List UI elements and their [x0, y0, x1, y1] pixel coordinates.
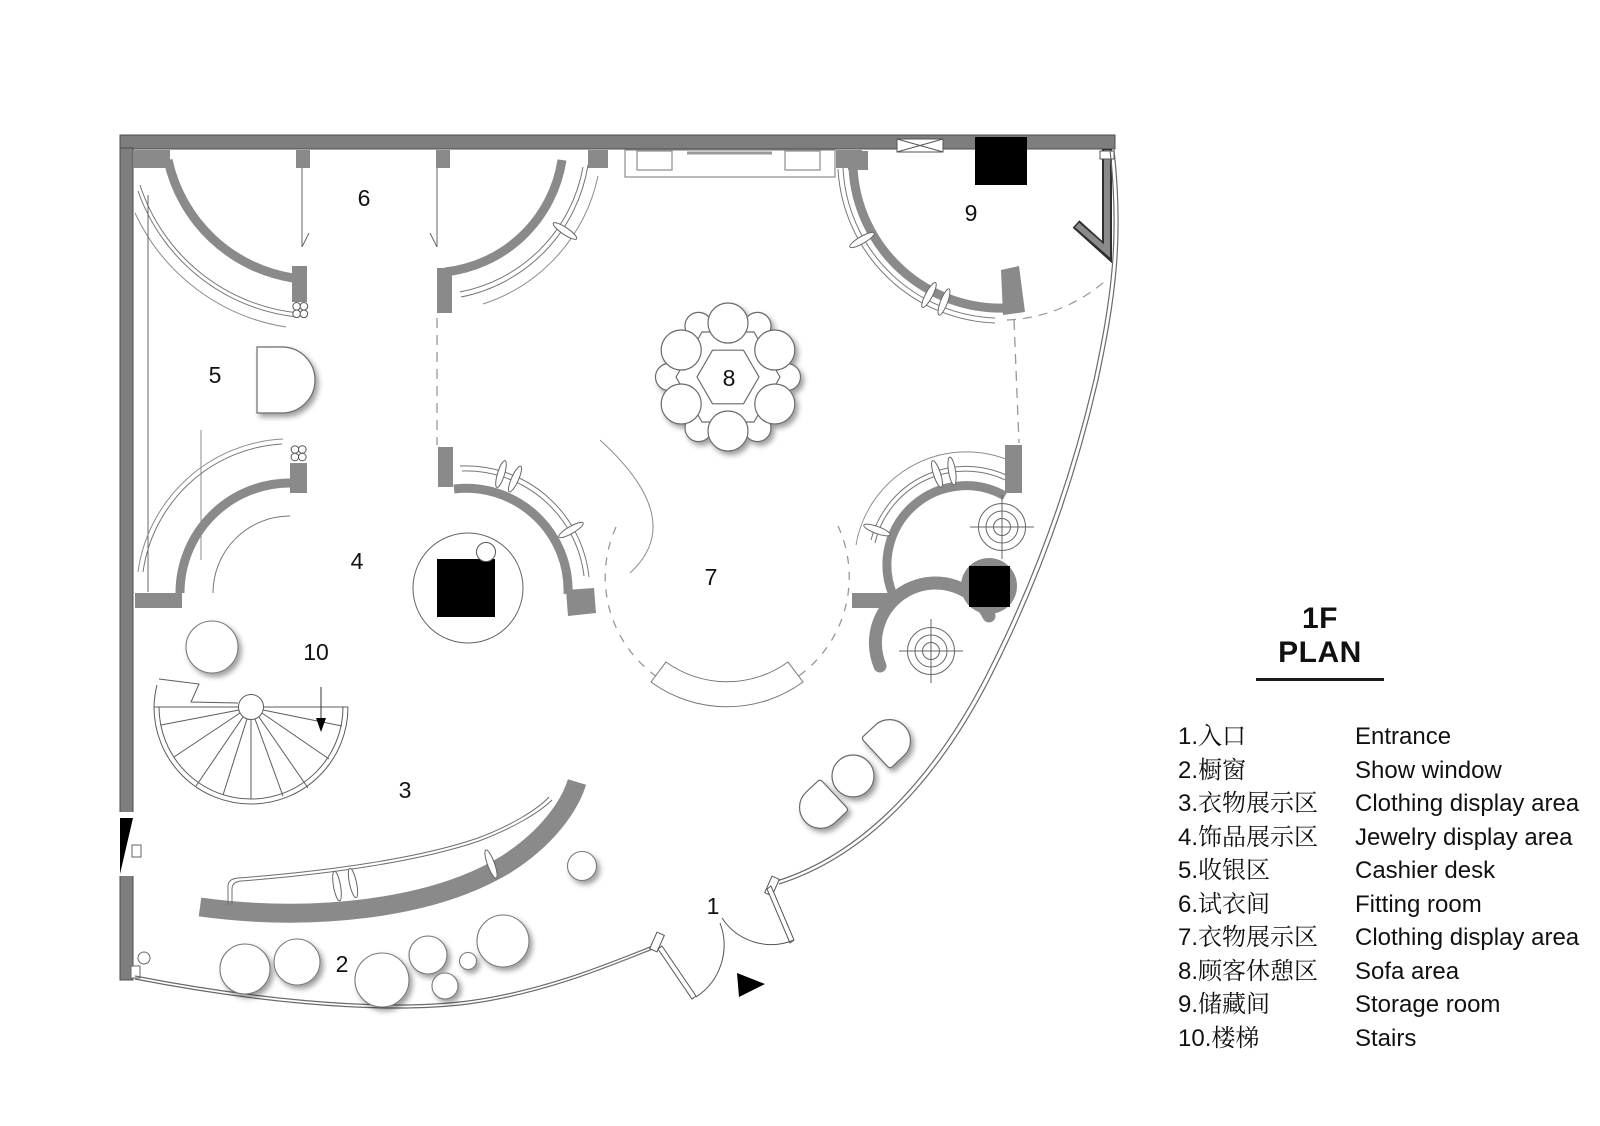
- legend-row: [1178, 921, 1579, 955]
- legend-row: [1178, 988, 1579, 1022]
- plan-label-6: 6: [357, 185, 371, 211]
- door-leaf-right: [767, 886, 794, 943]
- plan-label-9: 9: [964, 200, 978, 226]
- rail-black-unit: [969, 566, 1010, 607]
- round-rack-lower: [899, 619, 963, 683]
- legend-label-en: Jewelry display area: [1355, 823, 1573, 851]
- plan-label-1: 1: [706, 893, 720, 919]
- legend-label-zh: 7.衣物展示区: [1178, 924, 1319, 951]
- s-shaped-rail: [875, 558, 1017, 666]
- stair-treads: [161, 710, 342, 799]
- display-arc-top-left: [135, 160, 308, 327]
- stairs-down-arrow: [316, 687, 326, 732]
- legend: [1178, 720, 1579, 1055]
- legend-label-en: Entrance: [1355, 723, 1452, 750]
- plan-label-3: 3: [398, 777, 412, 803]
- armchair-stool: [832, 755, 874, 797]
- display-arc-mid-left: [135, 439, 307, 608]
- legend-label-en: Clothing display area: [1355, 790, 1580, 817]
- legend-label-en: Storage room: [1355, 991, 1501, 1018]
- legend-row: [1178, 854, 1579, 888]
- legend-label-en: Fitting room: [1355, 890, 1482, 918]
- cashier-desk: [257, 347, 315, 413]
- wall-vent: [897, 139, 943, 152]
- page-title: 1F PLAN: [1256, 602, 1384, 681]
- plan-label-8: 8: [722, 365, 736, 391]
- curved-display-wall: [200, 782, 577, 913]
- plan-label-7: 7: [704, 564, 718, 590]
- legend-row: [1178, 1022, 1579, 1056]
- storage-corner-wall: [1076, 149, 1114, 252]
- entrance-doors: [650, 876, 794, 999]
- display-arc-top-mid: [437, 160, 598, 313]
- plan-label-10: 10: [303, 639, 329, 665]
- legend-row: [1178, 787, 1579, 821]
- legend-label-zh: 10.楼梯: [1178, 1024, 1260, 1052]
- window-display-bench: [625, 150, 835, 177]
- spiral-stairs: [154, 679, 348, 804]
- jewelry-display-table: [413, 533, 523, 643]
- outer-walls: [118, 135, 1115, 980]
- legend-row: [1178, 754, 1579, 788]
- legend-label-zh: 9.储藏间: [1178, 991, 1271, 1018]
- legend-label-zh: 1.入口: [1178, 723, 1247, 750]
- legend-row: [1178, 720, 1579, 754]
- legend-label-zh: 4.饰品展示区: [1178, 823, 1319, 851]
- legend-label-en: Sofa area: [1355, 957, 1460, 985]
- sofa-seat: [708, 303, 748, 343]
- legend-row: [1178, 821, 1579, 855]
- legend-label-en: Show window: [1355, 756, 1502, 784]
- armchair: [861, 711, 919, 769]
- legend-row: [1178, 888, 1579, 922]
- legend-label-en: Cashier desk: [1355, 857, 1496, 884]
- storage-room: [838, 137, 1104, 323]
- door-leaf-left: [658, 946, 696, 999]
- legend-row: [1178, 955, 1579, 989]
- entrance-armchairs: [791, 711, 919, 837]
- legend-label-zh: 5.收银区: [1178, 857, 1271, 884]
- entrance-arrow-icon: [737, 973, 765, 997]
- plan-label-5: 5: [208, 362, 222, 388]
- table-black-top: [437, 559, 495, 617]
- legend-label-zh: 2.橱窗: [1178, 756, 1247, 784]
- legend-label-zh: 6.试衣间: [1178, 890, 1271, 918]
- legend-label-zh: 8.顾客休憩区: [1178, 957, 1319, 985]
- plant-circle: [186, 621, 238, 673]
- round-rack-upper: [970, 495, 1034, 559]
- legend-label-zh: 3.衣物展示区: [1178, 790, 1319, 817]
- curved-bench: [651, 662, 803, 707]
- plan-label-2: 2: [335, 951, 349, 977]
- legend-label-en: Stairs: [1355, 1024, 1417, 1052]
- legend-label-en: Clothing display area: [1355, 924, 1580, 951]
- plan-label-4: 4: [350, 548, 364, 574]
- storage-black-unit: [975, 137, 1027, 185]
